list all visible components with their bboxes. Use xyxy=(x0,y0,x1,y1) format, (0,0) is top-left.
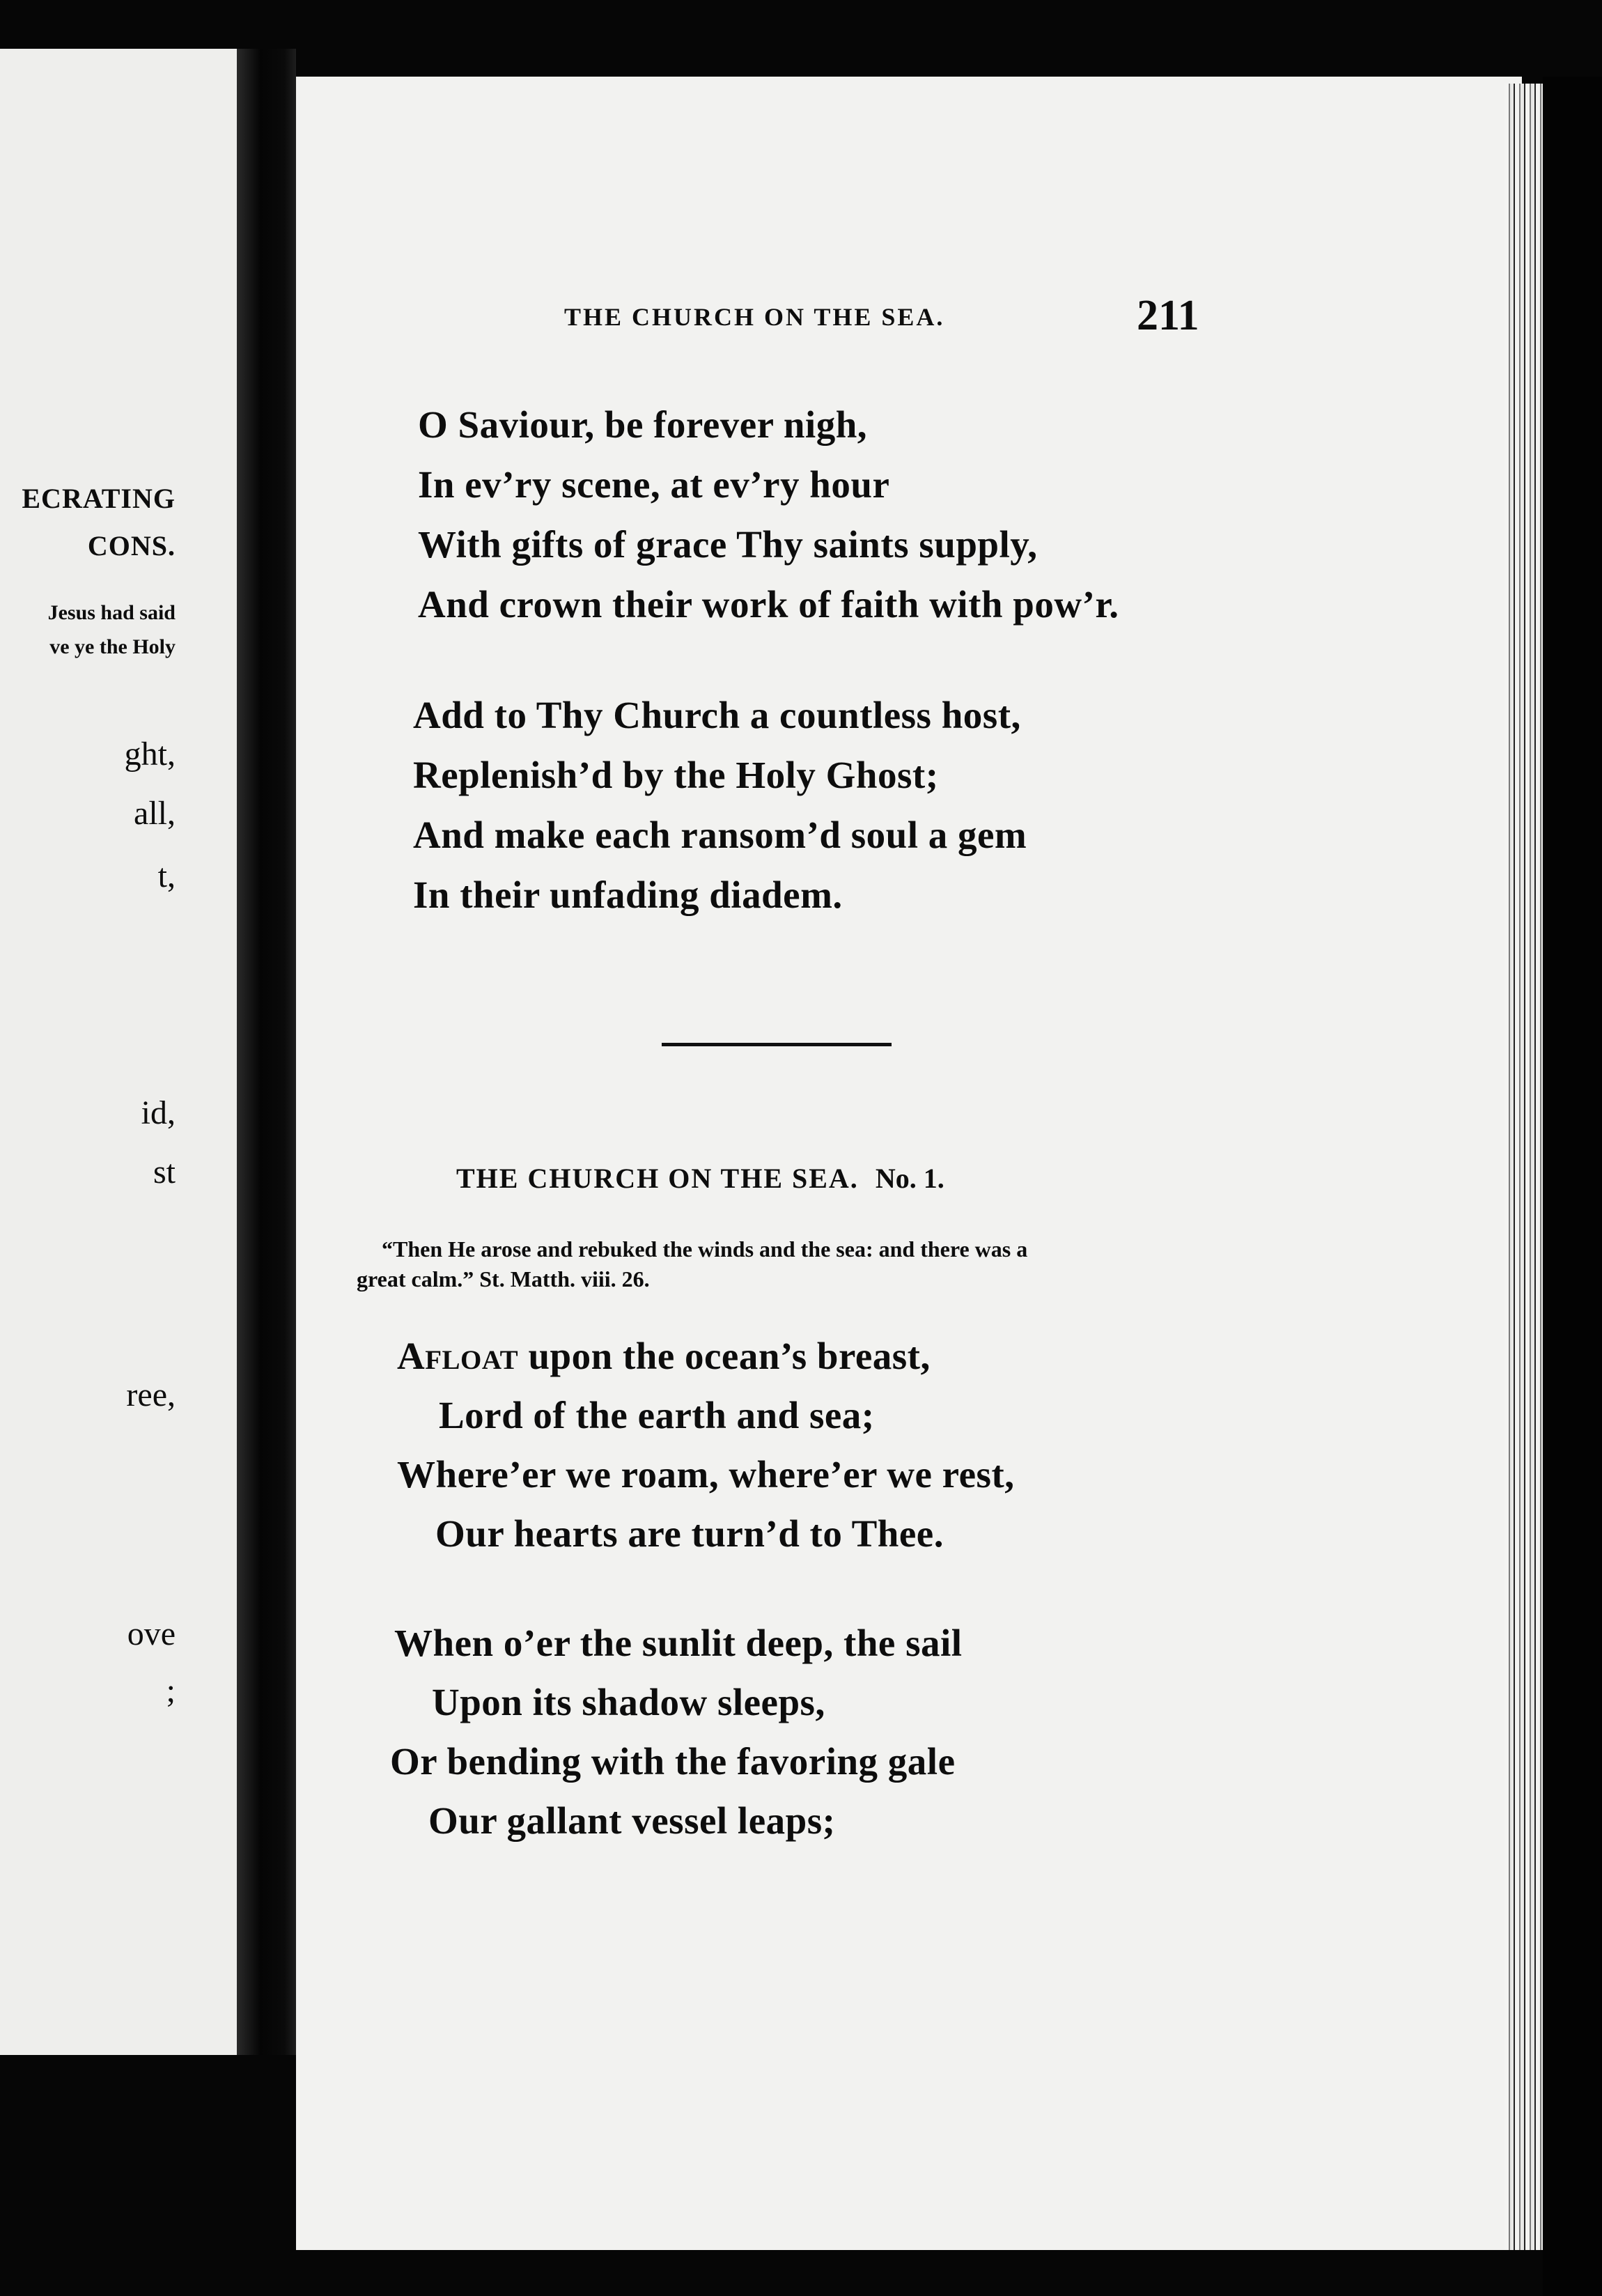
poem-line: Or bending with the favoring gale xyxy=(390,1740,956,1783)
poem-line: Add to Thy Church a countless host, xyxy=(413,694,1021,736)
poem-line: O Saviour, be forever nigh, xyxy=(418,403,868,446)
left-fragment: ree, xyxy=(126,1376,176,1413)
poem-line: Where’er we roam, where’er we rest, xyxy=(397,1453,1015,1496)
epigraph-line: “Then He arose and rebuked the winds and the sea: and there was a xyxy=(382,1236,1028,1262)
section-title: THE CHURCH ON THE SEA. No. 1. xyxy=(456,1163,944,1194)
poem-line: And crown their work of faith with pow’r. xyxy=(418,583,1119,626)
left-heading-line: CONS. xyxy=(87,530,176,561)
left-fragment: id, xyxy=(141,1094,176,1131)
poem-line: Our hearts are turn’d to Thee. xyxy=(435,1512,944,1555)
left-page xyxy=(0,49,258,2055)
poem-line: And make each ransom’d soul a gem xyxy=(413,814,1027,856)
page-number: 211 xyxy=(1137,292,1199,339)
left-small-line: Jesus had said xyxy=(47,601,176,624)
poem-line: Replenish’d by the Holy Ghost; xyxy=(413,754,939,796)
running-head: THE CHURCH ON THE SEA. xyxy=(564,303,945,331)
left-fragment: ove xyxy=(127,1615,176,1652)
left-heading-line: ECRATING xyxy=(22,483,176,514)
page-edges xyxy=(1504,84,1543,2250)
edge-shadow xyxy=(1543,77,1602,2296)
poem-line: With gifts of grace Thy saints supply, xyxy=(418,523,1038,566)
section-number: No. 1. xyxy=(875,1163,944,1194)
poem-line: When o’er the sunlit deep, the sail xyxy=(394,1622,963,1664)
left-fragment: st xyxy=(153,1154,176,1190)
poem-line: Upon its shadow sleeps, xyxy=(432,1681,825,1723)
epigraph-line: great calm.” St. Matth. viii. 26. xyxy=(357,1266,650,1292)
left-small-line: ve ye the Holy xyxy=(49,635,176,658)
left-fragment: ; xyxy=(166,1673,176,1709)
book-gutter xyxy=(237,49,296,2055)
poem-line: Our gallant vessel leaps; xyxy=(428,1799,836,1842)
poem-line: In their unfading diadem. xyxy=(413,874,843,916)
left-fragment: all, xyxy=(134,795,176,832)
poem-line: Afloat upon the ocean’s breast, xyxy=(397,1335,931,1377)
left-fragment: ght, xyxy=(124,736,176,773)
poem-line: Lord of the earth and sea; xyxy=(439,1394,875,1436)
left-fragment: t, xyxy=(157,858,176,894)
section-divider xyxy=(662,1043,892,1046)
poem-line: In ev’ry scene, at ev’ry hour xyxy=(418,463,890,506)
drop-word: Afloat xyxy=(397,1335,519,1377)
